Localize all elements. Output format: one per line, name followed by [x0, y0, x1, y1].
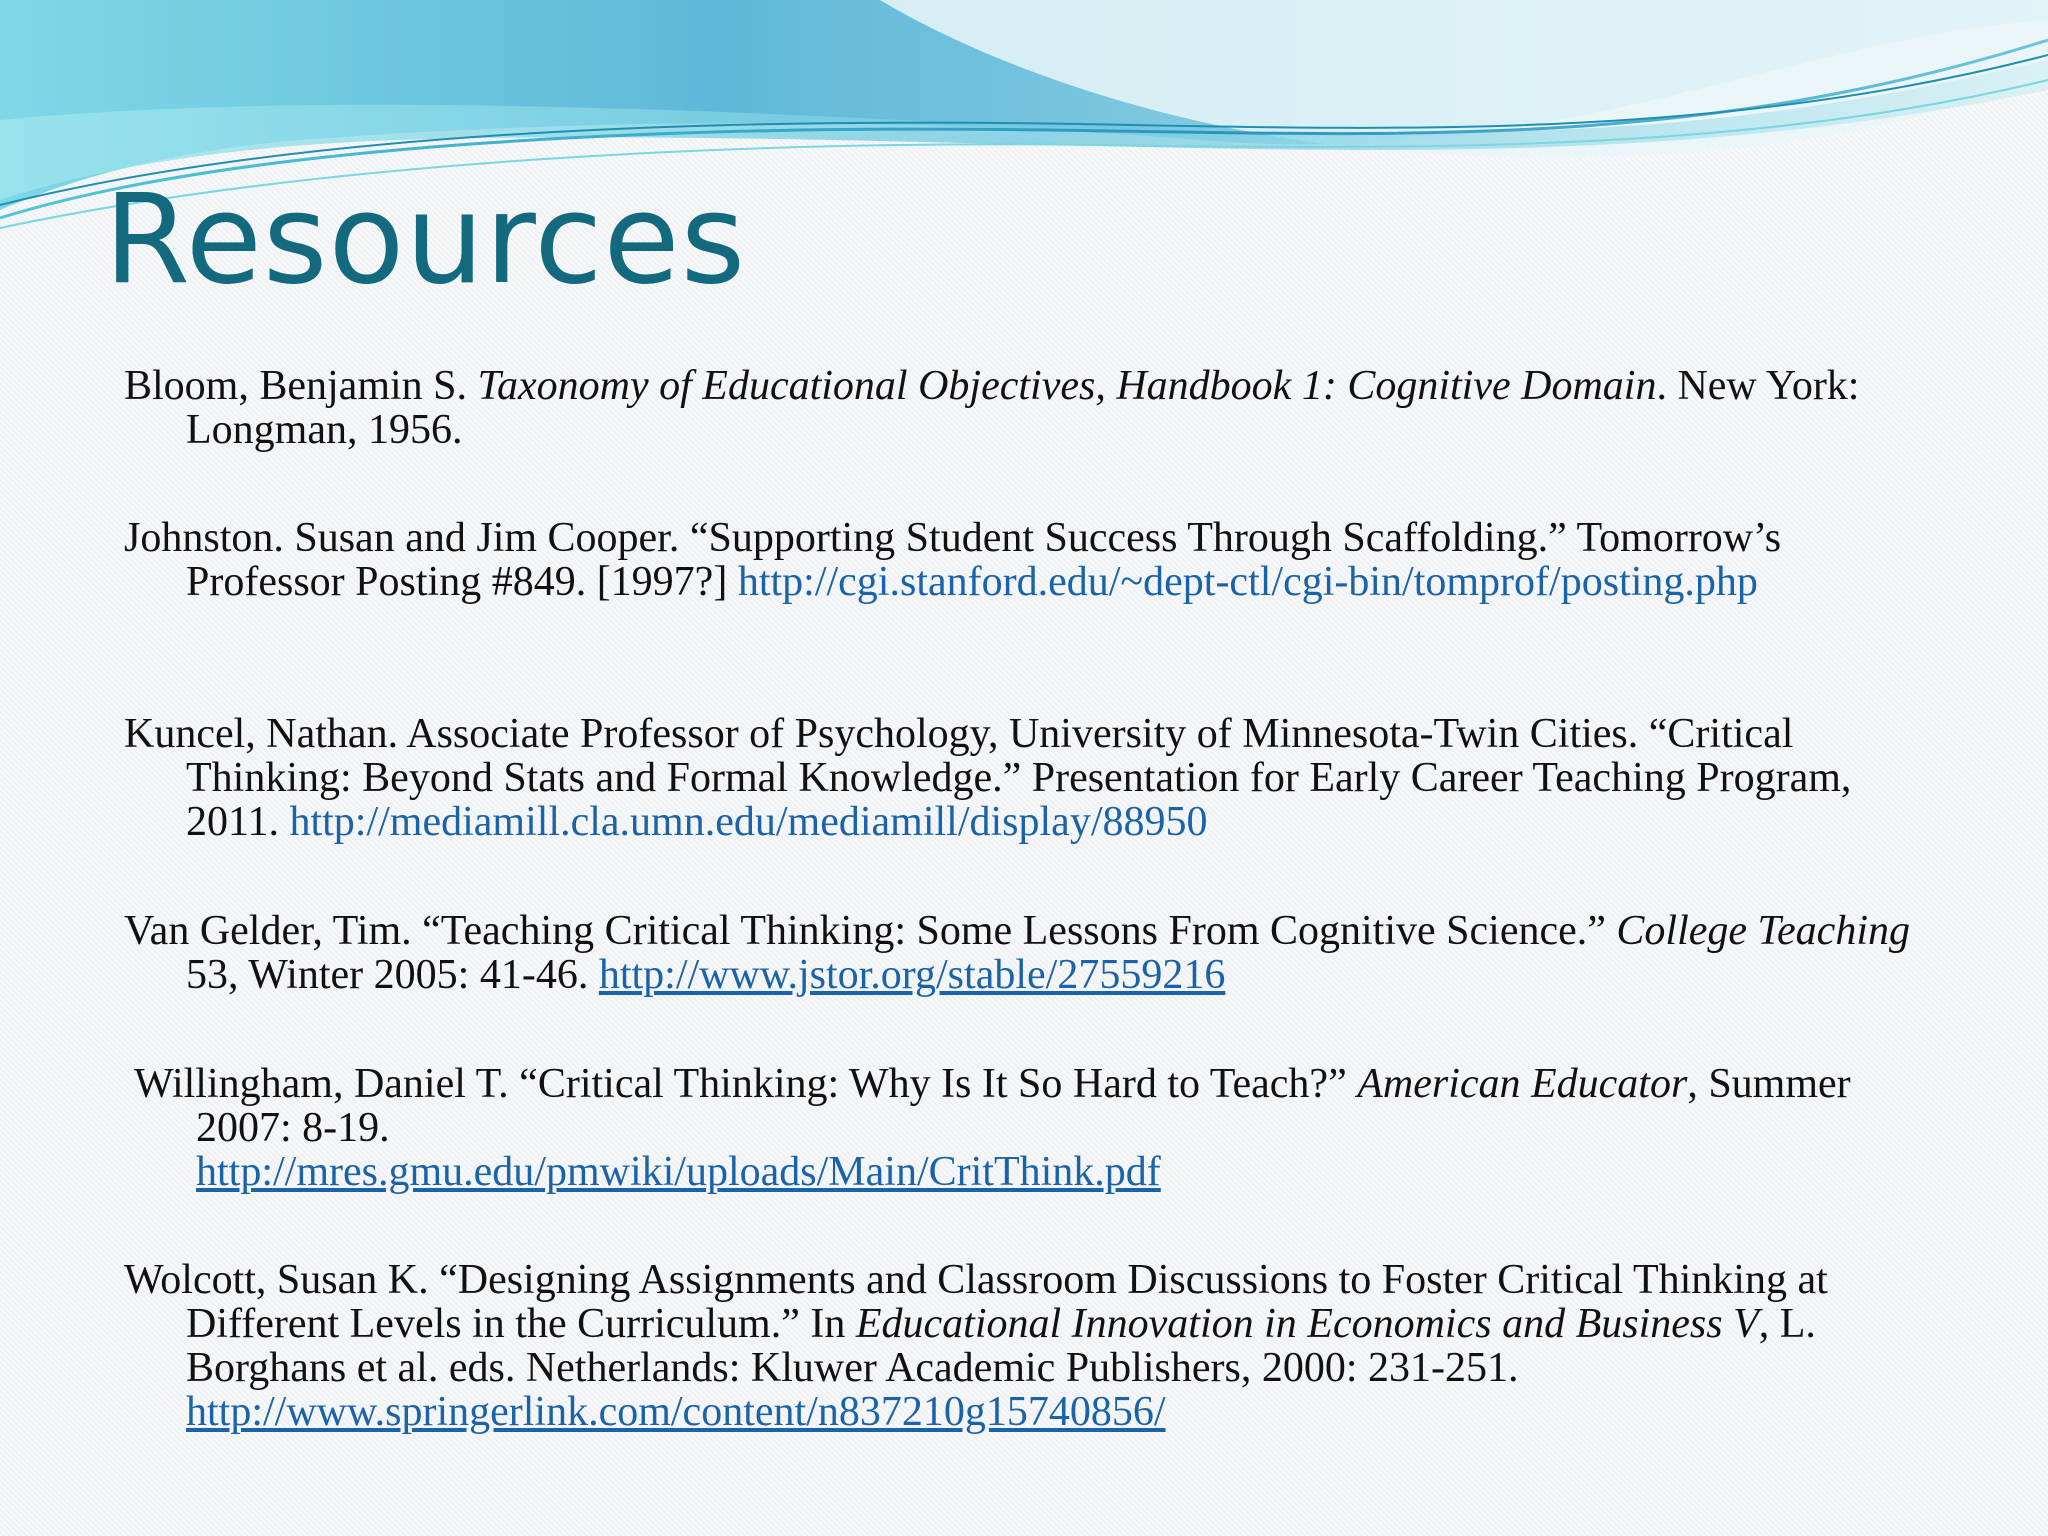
reference-title-italic: Taxonomy of Educational Objectives, Handbook 1: Cognitive Domain — [477, 363, 1657, 409]
reference-title-italic: American Educator — [1357, 1061, 1688, 1107]
reference-title-italic: Educational Innovation in Economics and Business V — [855, 1301, 1759, 1347]
reference-text: Willingham, Daniel T. “Critical Thinking: Why Is It So Hard to Teach?” — [134, 1061, 1358, 1107]
reference-link[interactable]: http://cgi.stanford.edu/~dept-ctl/cgi-bin/tomprof/posting.php — [737, 559, 1758, 605]
reference-text: , Summer 2007: 8-19. — [196, 1061, 1851, 1151]
reference-item — [134, 1062, 1934, 1194]
reference-text: Van Gelder, Tim. “Teaching Critical Thinking: Some Lessons From Cognitive Science.” — [124, 908, 1617, 954]
reference-item — [124, 909, 1924, 997]
reference-text: Johnston. Susan and Jim Cooper. “Supporting Student Success Through Scaffolding.” Tomorrow’s Professor Posting #849. [1997?] — [124, 515, 1782, 605]
reference-link[interactable]: http://mres.gmu.edu/pmwiki/uploads/Main/CritThink.pdf — [196, 1149, 1161, 1195]
reference-link[interactable]: http://www.jstor.org/stable/27559216 — [598, 952, 1226, 998]
reference-text: Wolcott, Susan K. “Designing Assignments and Classroom Discussions to Foster Critical Thinking at Different Levels in the Curriculum.” In — [124, 1257, 1828, 1347]
reference-link[interactable]: http://mediamill.cla.umn.edu/mediamill/display/88950 — [289, 799, 1208, 845]
reference-text: 53, Winter 2005: 41-46. — [186, 952, 599, 998]
reference-item — [124, 516, 1924, 604]
reference-item — [124, 1258, 1924, 1434]
reference-text: , L. Borghans et al. eds. Netherlands: Kluwer Academic Publishers, 2000: 231-251. — [186, 1301, 1816, 1391]
reference-text: . New York: Longman, 1956. — [186, 363, 1860, 453]
slide-title: Resources — [104, 168, 747, 312]
reference-title-italic: College Teaching — [1616, 908, 1910, 954]
reference-link[interactable]: http://www.springerlink.com/content/n837210g15740856/ — [186, 1389, 1166, 1435]
reference-text: Kuncel, Nathan. Associate Professor of Psychology, University of Minnesota-Twin Cities. “Critical Thinking: Beyond Stats and Formal Knowledge.” Presentation for Early Career Teaching Program, 2011. — [124, 711, 1852, 845]
reference-item — [124, 364, 1924, 452]
reference-text: Bloom, Benjamin S. — [124, 363, 478, 409]
reference-item — [124, 712, 1924, 844]
